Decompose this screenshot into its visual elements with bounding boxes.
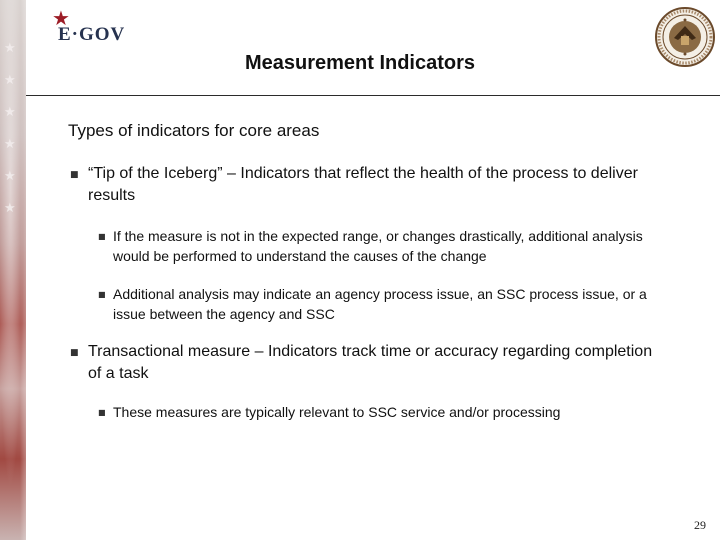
page-number: 29 <box>694 518 706 532</box>
bullet-text: Additional analysis may indicate an agency process issue, an SSC process issue, or a issue between the agency and SSC <box>113 286 647 322</box>
slide-subtitle: Types of indicators for core areas <box>68 121 320 140</box>
egov-logo <box>52 6 126 46</box>
flag-star-icon: ★ <box>4 105 16 120</box>
slide-title <box>0 52 720 75</box>
flag-star-icon: ★ <box>4 73 16 88</box>
header-divider <box>26 95 720 96</box>
square-bullet-icon: ■ <box>70 348 79 358</box>
bullet-text: If the measure is not in the expected range, or changes drastically, additional analysis would be performed to understand the causes of the change <box>113 228 643 264</box>
bullet-level1 <box>70 163 660 207</box>
bullet-text: Transactional measure – Indicators track time or accuracy regarding completion of a task <box>88 343 653 382</box>
bullet-level2 <box>98 284 678 324</box>
square-bullet-icon: ■ <box>98 408 106 417</box>
flag-fade <box>20 0 40 540</box>
flag-star-icon: ★ <box>4 137 16 152</box>
logo-text: E·GOV <box>57 24 126 45</box>
slide-title-text: Measurement Indicators <box>244 52 476 74</box>
bullet-level2 <box>98 402 678 423</box>
bullet-level1 <box>70 341 660 385</box>
flag-star-icon: ★ <box>4 201 16 216</box>
square-bullet-icon: ■ <box>98 232 106 241</box>
square-bullet-icon: ■ <box>98 290 106 299</box>
flag-star-icon: ★ <box>4 41 16 56</box>
bullet-level2 <box>98 226 678 266</box>
flag-star-icon: ★ <box>4 169 16 184</box>
bullet-text: “Tip of the Iceberg” – Indicators that reflect the health of the process to deliver results <box>88 165 638 204</box>
bullet-text: These measures are typically relevant to SSC service and/or processing <box>113 404 561 420</box>
red-star-icon: ★ <box>52 6 70 30</box>
square-bullet-icon: ■ <box>70 170 79 180</box>
